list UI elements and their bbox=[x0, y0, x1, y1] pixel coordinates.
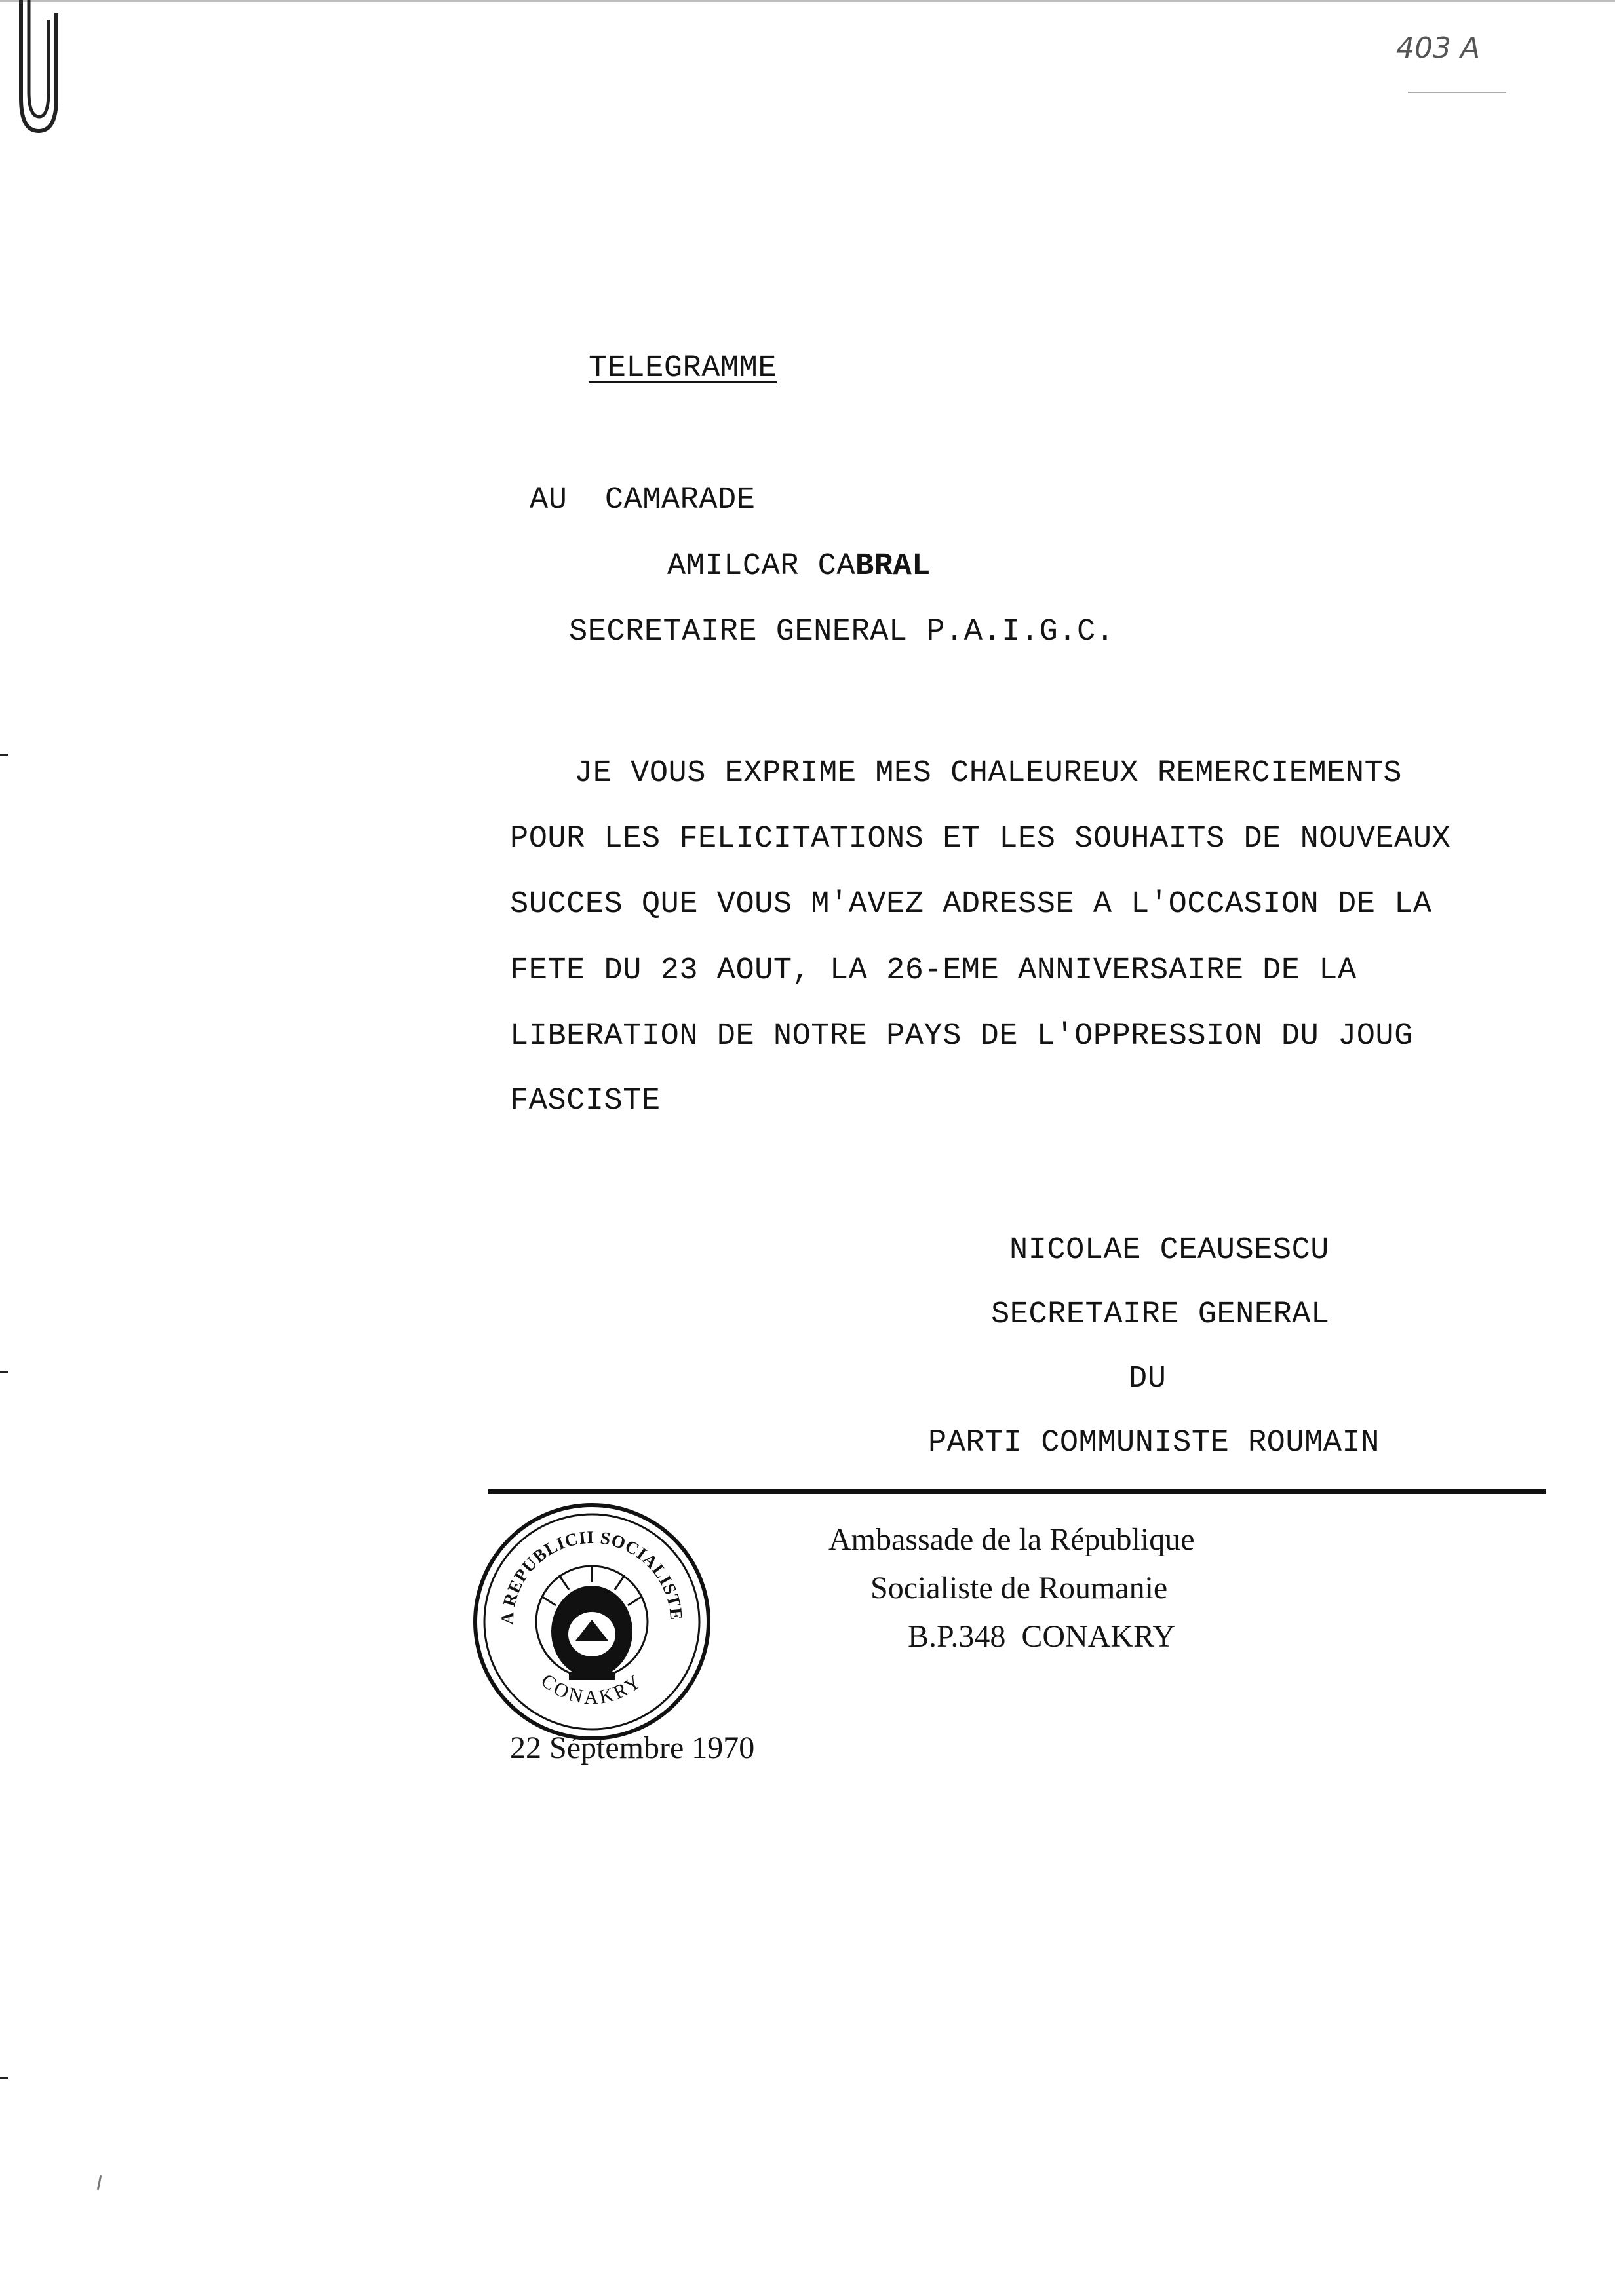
handwritten-annotation: 403 A bbox=[1396, 31, 1481, 65]
embassy-line-3: B.P.348 CONAKRY bbox=[908, 1619, 1176, 1654]
addressee-name-part: AMILCAR CA bbox=[667, 549, 856, 584]
embassy-line-1: Ambassade de la République bbox=[828, 1522, 1195, 1557]
addressee-name-bold-part: BRAL bbox=[855, 549, 931, 584]
svg-text:CONAKRY bbox=[537, 1670, 647, 1708]
signature-name: NICOLAE CEAUSESCU bbox=[1009, 1233, 1329, 1268]
signature-title: SECRETAIRE GENERAL bbox=[991, 1297, 1330, 1332]
body-line: JE VOUS EXPRIME MES CHALEUREUX REMERCIEMENTS bbox=[574, 756, 1403, 791]
separator-rule bbox=[488, 1489, 1546, 1494]
punch-mark bbox=[0, 1371, 8, 1373]
scan-speck bbox=[97, 2175, 102, 2190]
embassy-line-2: Socialiste de Roumanie bbox=[870, 1571, 1168, 1605]
body-line: POUR LES FELICITATIONS ET LES SOUHAITS DE NOUVEAUX bbox=[510, 822, 1451, 856]
seal-top-text: A REPUBLICII SOCIALISTE bbox=[497, 1527, 687, 1626]
paper-clip-icon bbox=[9, 0, 68, 141]
signature-party: PARTI COMMUNISTE ROUMAIN bbox=[928, 1426, 1380, 1461]
seal-bottom-text: CONAKRY bbox=[537, 1670, 647, 1709]
top-edge-line bbox=[0, 0, 1615, 2]
addressee-line-1: AU CAMARADE bbox=[530, 483, 756, 518]
punch-mark bbox=[0, 2077, 8, 2079]
addressee-line-2 bbox=[667, 549, 931, 584]
addressee-line-3: SECRETAIRE GENERAL P.A.I.G.C. bbox=[569, 615, 1115, 649]
document-date: 22 Séptembre 1970 bbox=[510, 1731, 755, 1765]
embassy-seal bbox=[471, 1501, 713, 1746]
body-line: FASCISTE bbox=[510, 1084, 661, 1119]
telegram-title: TELEGRAMME bbox=[589, 351, 777, 386]
body-line: SUCCES QUE VOUS M'AVEZ ADRESSE A L'OCCASION DE LA bbox=[510, 887, 1432, 922]
svg-text:AMBASADA REPUBLICII SOCIALISTE bbox=[471, 1501, 686, 1625]
body-line: LIBERATION DE NOTRE PAYS DE L'OPPRESSION DU JOUG bbox=[510, 1019, 1413, 1054]
signature-du: DU bbox=[1129, 1362, 1167, 1396]
annotation-underline bbox=[1408, 92, 1506, 93]
punch-mark bbox=[0, 754, 8, 756]
body-line: FETE DU 23 AOUT, LA 26-EME ANNIVERSAIRE DE LA bbox=[510, 953, 1357, 988]
